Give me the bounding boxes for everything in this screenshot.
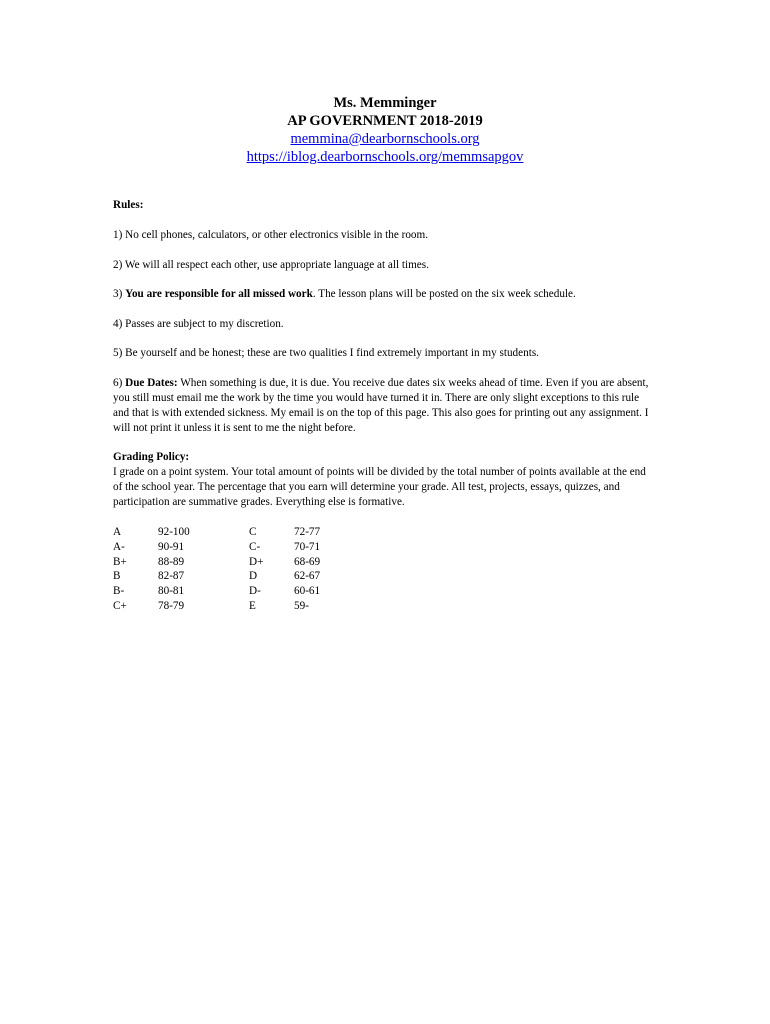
grade-range: 62-67 xyxy=(294,570,321,583)
grade-letter: C xyxy=(249,526,257,538)
grade-range: 88-89 xyxy=(158,555,185,568)
grade-row xyxy=(113,525,373,540)
document-header xyxy=(0,94,770,166)
teacher-name: Ms. Memminger xyxy=(333,95,437,111)
rule-6: 6) Due Dates: When something is due, it is due. You receive due dates six weeks ahead of time. Even if you are absent, you still must email me the work by the time you would have turned it in. There are only slight exceptions to this rule and that is with extended sickness. My email is on the top of this page. This also goes for printing out any assignment. I will not print it unless it is sent to me the night before. xyxy=(113,376,649,434)
grade-letter: B- xyxy=(113,585,125,598)
grade-range: 70-71 xyxy=(294,540,321,553)
rules-heading: Rules: xyxy=(113,199,144,211)
rule-3: 3) You are responsible for all missed work. The lesson plans will be posted on the six week schedule. xyxy=(113,288,576,300)
course-title: AP GOVERNMENT 2018-2019 xyxy=(287,113,483,129)
email-link[interactable]: memmina@dearbornschools.org xyxy=(290,131,480,147)
grade-letter: A- xyxy=(113,540,125,553)
grade-range: 78-79 xyxy=(158,599,185,612)
grade-row xyxy=(113,540,373,555)
rule-1: 1) No cell phones, calculators, or other electronics visible in the room. xyxy=(113,229,429,241)
grade-letter: D+ xyxy=(249,555,264,568)
document-body xyxy=(113,198,653,614)
grade-range: 68-69 xyxy=(294,555,321,568)
grade-row xyxy=(113,555,373,570)
rule-2: 2) We will all respect each other, use appropriate language at all times. xyxy=(113,258,429,271)
grade-range: 59- xyxy=(294,599,309,612)
grade-range: 80-81 xyxy=(158,585,185,598)
rule-4: 4) Passes are subject to my discretion. xyxy=(113,317,284,330)
grade-letter: C+ xyxy=(113,599,127,612)
grade-range: 72-77 xyxy=(294,526,321,538)
grade-range: 90-91 xyxy=(158,540,185,553)
grade-letter: C- xyxy=(249,540,261,553)
grade-scale xyxy=(113,525,373,614)
grade-letter: D xyxy=(249,570,258,583)
website-link[interactable]: https://iblog.dearbornschools.org/memmsapgov xyxy=(246,149,524,165)
grade-letter: A xyxy=(113,526,122,538)
grading-heading: Grading Policy: xyxy=(113,451,190,463)
grade-range: 82-87 xyxy=(158,570,185,583)
grade-letter: E xyxy=(249,599,256,612)
grade-row xyxy=(113,569,373,584)
grade-range: 60-61 xyxy=(294,585,321,598)
grade-row xyxy=(113,584,373,599)
rule-5: 5) Be yourself and be honest; these are two qualities I find extremely important in my students. xyxy=(113,347,539,359)
grading-text: I grade on a point system. Your total amount of points will be divided by the total number of points available at the end of the school year. The percentage that you earn will determine your grade. All test, projects, essays, quizzes, and participation are summative grades. Everything else is formative. xyxy=(113,466,646,508)
grade-range: 92-100 xyxy=(158,526,190,538)
grade-letter: D- xyxy=(249,585,261,598)
grade-letter: B+ xyxy=(113,555,127,568)
grade-letter: B xyxy=(113,570,121,583)
grade-row xyxy=(113,599,373,614)
